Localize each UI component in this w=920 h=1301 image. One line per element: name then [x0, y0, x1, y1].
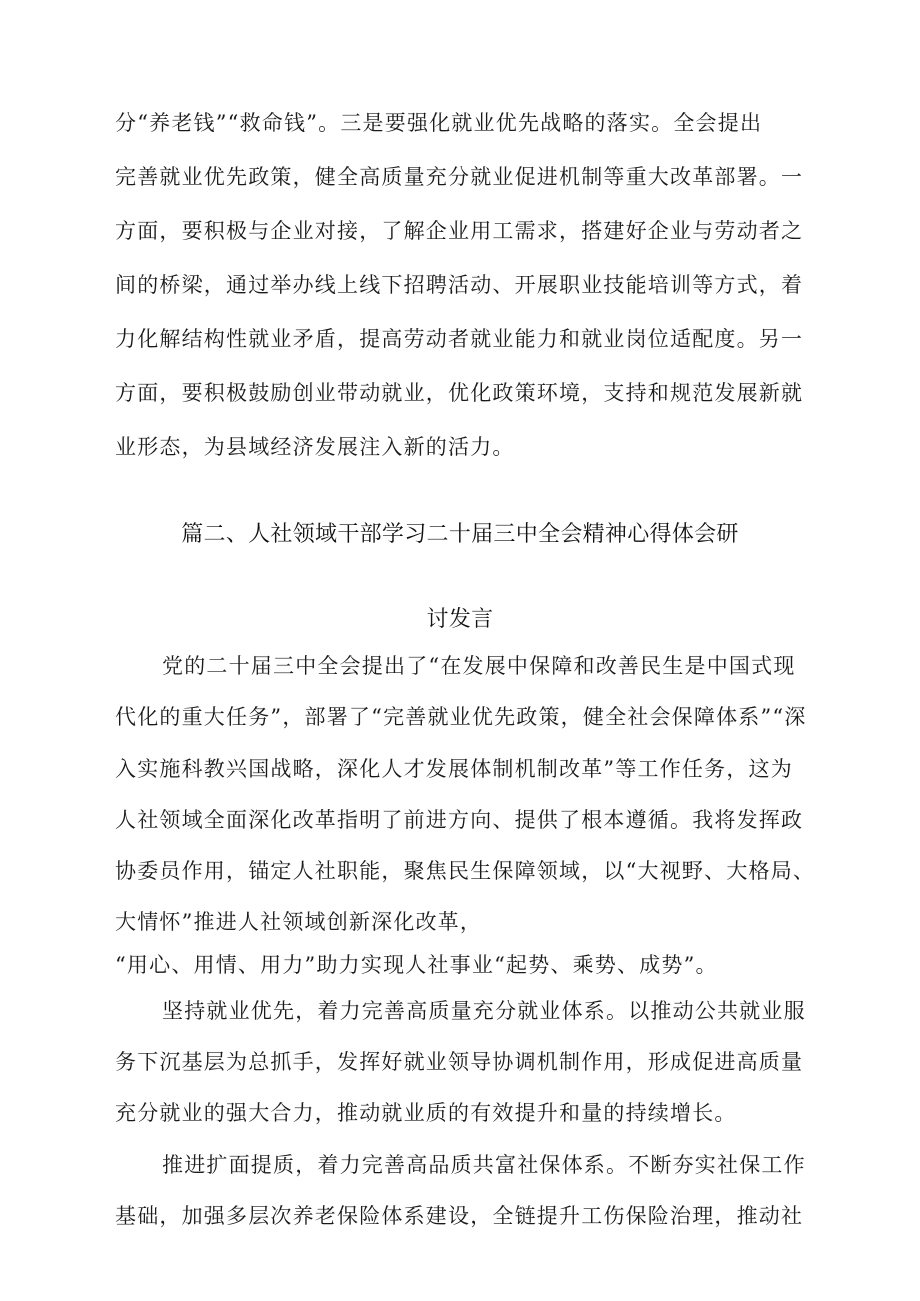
- heading-line-2: 讨发言: [426, 607, 494, 632]
- text-line: 协委员作用，锚定人社职能，聚焦民生保障领域，以“大视野、大格局、: [115, 859, 816, 883]
- text-line: 充分就业的强大合力，推动就业质的有效提升和量的持续增长。: [115, 1101, 737, 1125]
- text-line: 方面，要积极鼓励创业带动就业，优化政策环境，支持和规范发展新就: [115, 381, 804, 405]
- text-line: 大情怀”推进人社领域创新深化改革，: [115, 910, 483, 934]
- text-line: 人社领域全面深化改革指明了前进方向、提供了根本遵循。我将发挥政: [115, 808, 804, 832]
- text-line: 党的二十届三中全会提出了“在发展中保障和改善民生是中国式现: [162, 654, 796, 678]
- text-line: 坚持就业优先，着力完善高质量充分就业体系。以推动公共就业服: [162, 999, 806, 1023]
- text-line: 业形态，为县域经济发展注入新的活力。: [115, 435, 515, 459]
- text-line: 入实施科教兴国战略，深化人才发展体制机制改革”等工作任务，这为: [115, 757, 793, 781]
- heading-line-1: 篇二、人社领域干部学习二十届三中全会精神心得体会研: [181, 522, 739, 547]
- text-line: “用心、用情、用力”助力实现人社事业“起势、乘势、成势”。: [115, 953, 718, 977]
- text-line: 间的桥梁，通过举办线上线下招聘活动、开展职业技能培训等方式，着: [115, 273, 804, 297]
- text-line: 务下沉基层为总抓手，发挥好就业领导协调机制作用，形成促进高质量: [115, 1050, 804, 1074]
- text-line: 基础，加强多层次养老保险体系建设，全链提升工伤保险治理，推动社: [115, 1204, 804, 1228]
- text-line: 分“养老钱”“救命钱”。三是要强化就业优先战略的落实。全会提出: [115, 111, 763, 135]
- text-line: 力化解结构性就业矛盾，提高劳动者就业能力和就业岗位适配度。另一: [115, 327, 804, 351]
- text-line: 推进扩面提质，着力完善高品质共富社保体系。不断夯实社保工作: [162, 1153, 806, 1177]
- text-line: 方面，要积极与企业对接，了解企业用工需求，搭建好企业与劳动者之: [115, 219, 804, 243]
- text-line: 代化的重大任务”，部署了“完善就业优先政策，健全社会保障体系”“深: [115, 705, 807, 729]
- text-line: 完善就业优先政策，健全高质量充分就业促进机制等重大改革部署。一: [115, 165, 804, 189]
